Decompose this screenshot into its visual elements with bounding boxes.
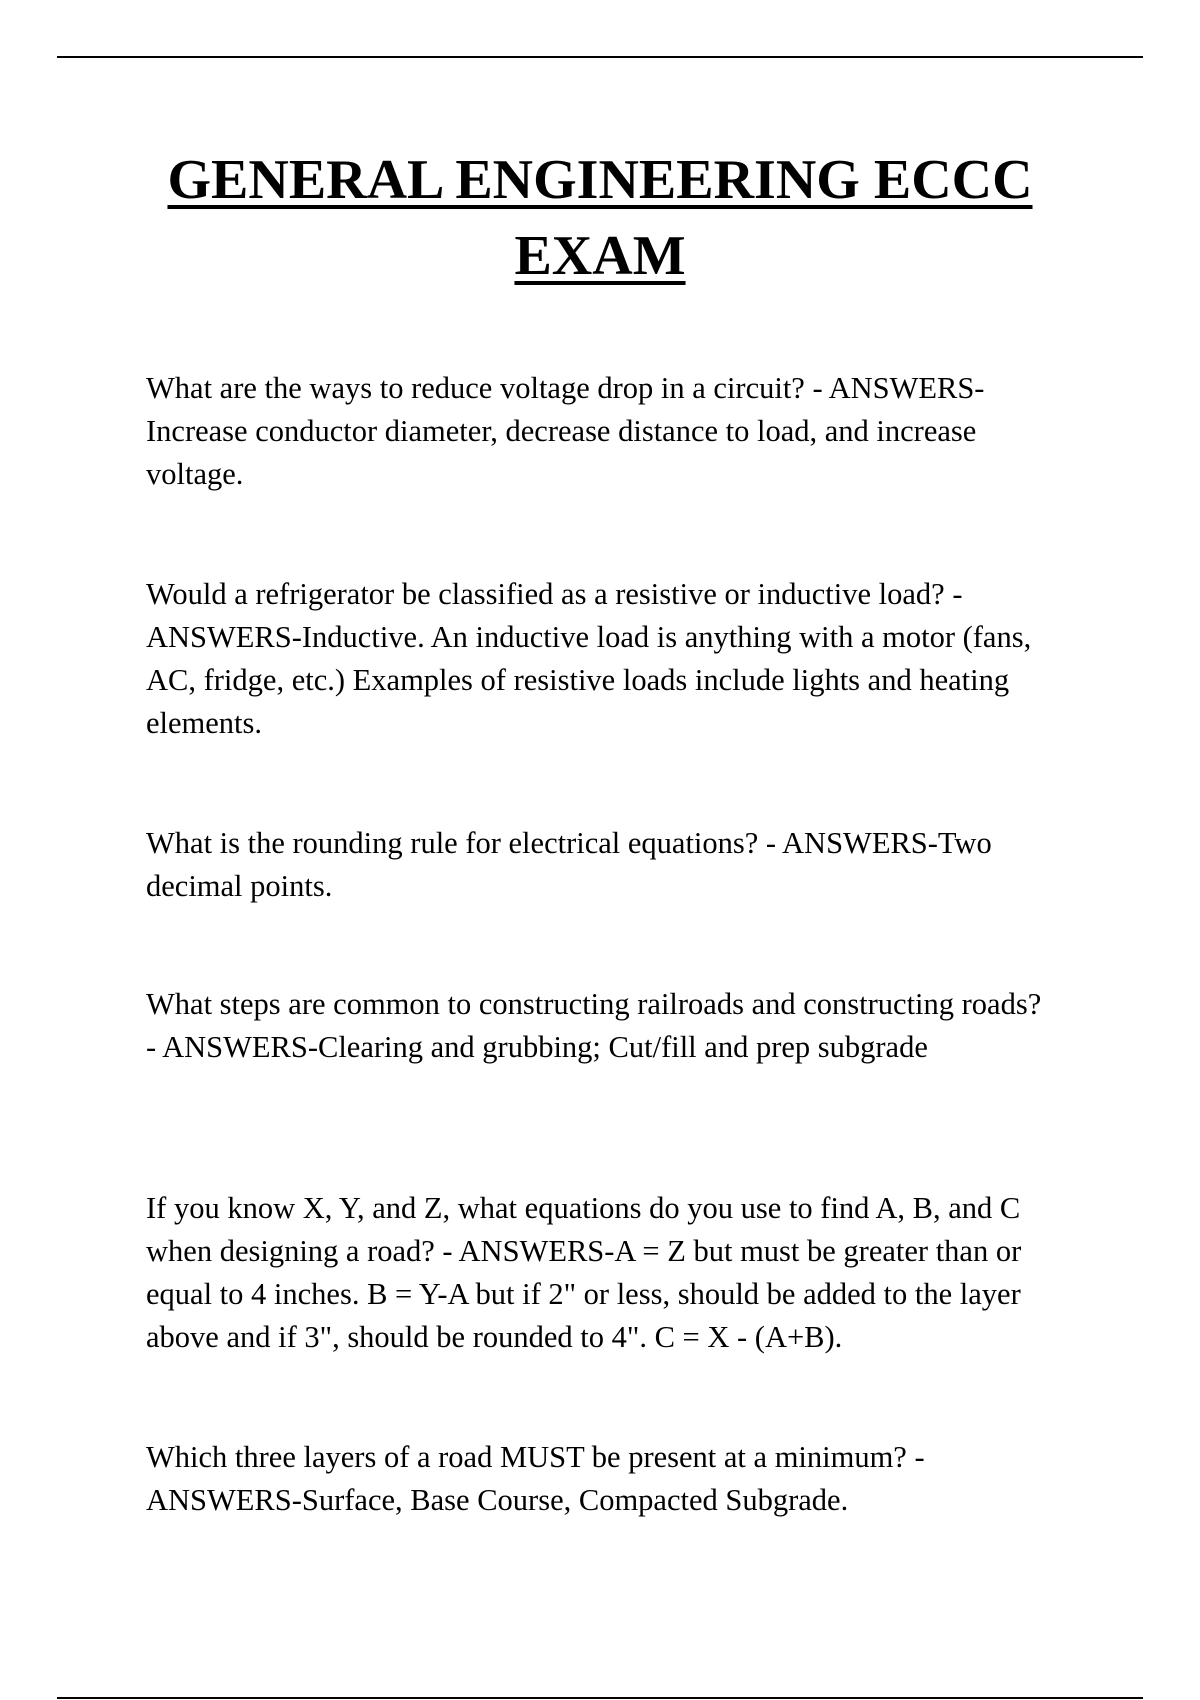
qa-entry-rounding-rule: What is the rounding rule for electrical equations? - ANSWERS-Two decimal points.: [146, 826, 992, 903]
qa-entry-refrigerator-load: Would a refrigerator be classified as a resistive or inductive load? - ANSWERS-Inductive. An inductive load is anything with a motor (fans, AC, fridge, etc.) Examples of resistive loads include lights and heating elements.: [146, 577, 1032, 740]
page-title-line-2: EXAM: [514, 225, 686, 287]
top-divider: [57, 56, 1143, 58]
qa-entry-railroads-roads: What steps are common to constructing railroads and constructing roads? - ANSWERS-Clearing and grubbing; Cut/fill and prep subgrade: [146, 987, 1042, 1064]
qa-entry-road-equations: If you know X, Y, and Z, what equations do you use to find A, B, and C when designing a road? - ANSWERS-A = Z but must be greater than or equal to 4 inches. B = Y-A but if 2" or less, should be added to the layer above and if 3", should be rounded to 4". C = X - (A+B).: [146, 1191, 1022, 1354]
page-title-line-1: GENERAL ENGINEERING ECCC: [167, 149, 1033, 211]
bottom-divider: [57, 1697, 1143, 1699]
qa-entry-voltage-drop: What are the ways to reduce voltage drop in a circuit? - ANSWERS-Increase conductor diameter, decrease distance to load, and increase voltage.: [146, 371, 985, 491]
qa-entry-road-layers: Which three layers of a road MUST be present at a minimum? - ANSWERS-Surface, Base Course, Compacted Subgrade.: [146, 1440, 925, 1517]
page-title: [100, 142, 1100, 294]
